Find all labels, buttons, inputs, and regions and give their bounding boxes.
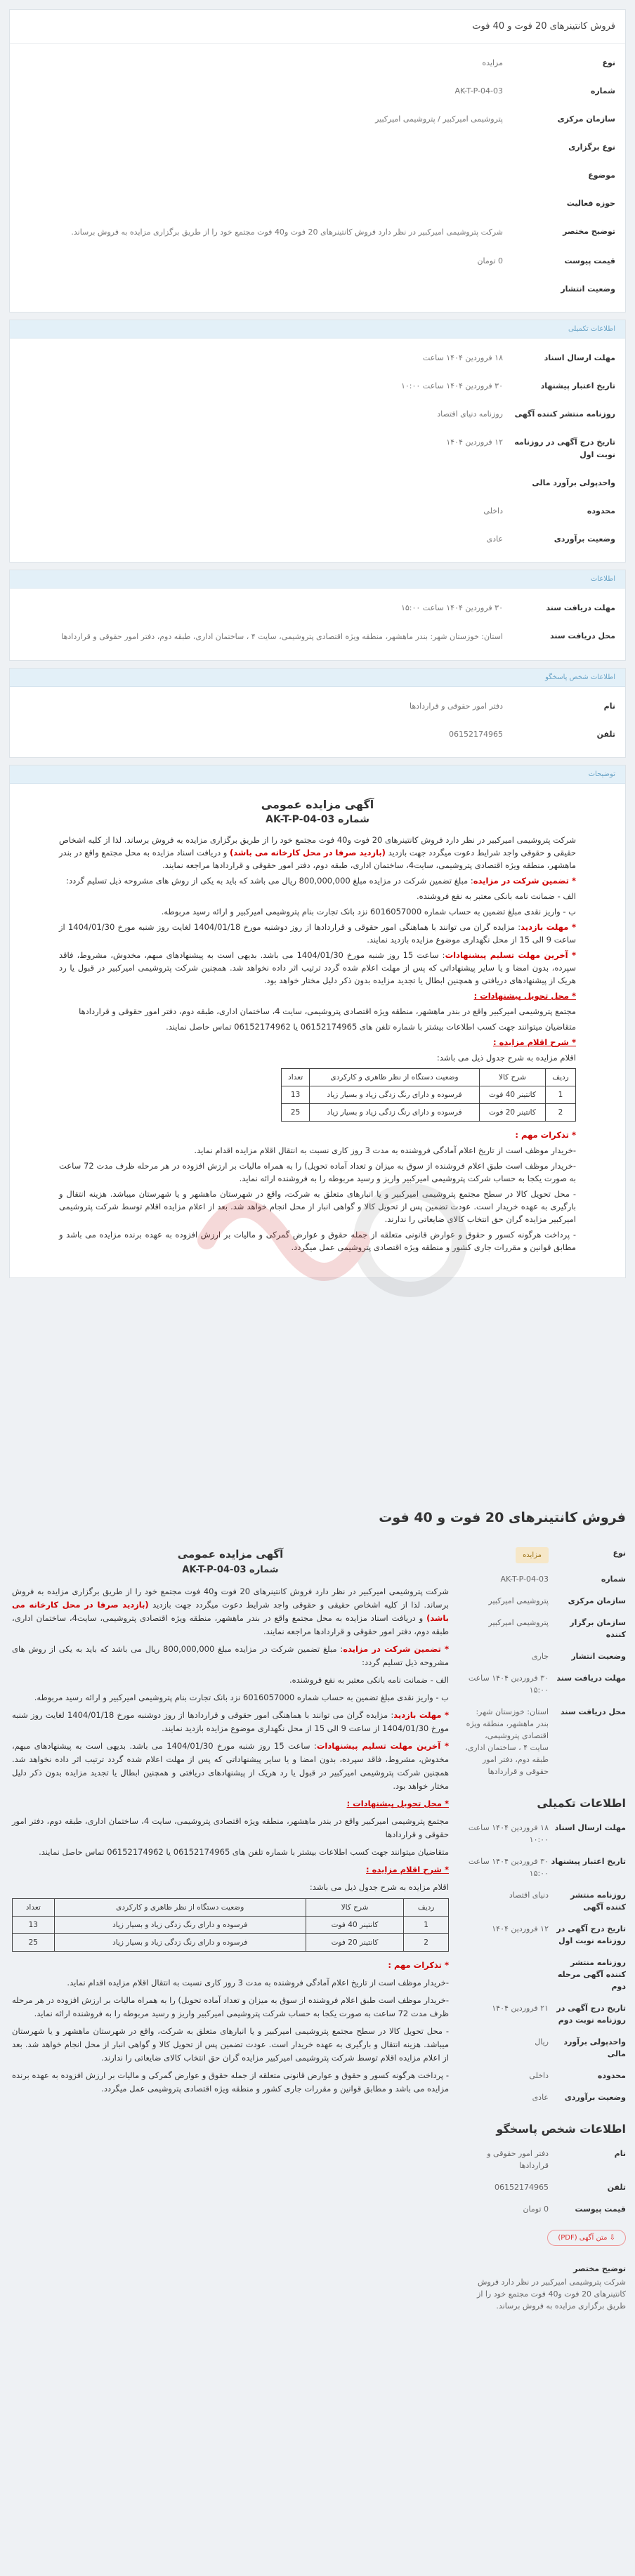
lower-receive-value: ۳۰ فروردین ۱۴۰۴ ساعت ۱۵:۰۰ <box>468 1674 549 1695</box>
lower-price-label: قیمت پیوست <box>575 2204 626 2214</box>
col-desc: شرح کالا <box>479 1069 545 1086</box>
lower-unit-value: ریال <box>535 2037 549 2046</box>
description-card <box>9 765 626 1278</box>
lower-state-label: وضعیت انتشار <box>571 1652 626 1661</box>
type-label: نوع <box>602 58 615 67</box>
lower-note-4: - پرداخت هرگونه کسور و حقوق و عوارض قانونی متعلقه از جمله حقوق و عوارض گمرکی و مالیات بر ارزش افزوده به عهده برنده مزایده می باشد و مطابق قوانین و مقررات جاری کشور و منطقه ویژه اقتصادی پتروشیمی عمل میگردد. <box>12 2070 449 2094</box>
lower-paper2-label: روزنامه منتشر کننده آگهی مرحله دوم <box>557 1958 626 1991</box>
table-row: 2 کانتینر 20 فوت فرسوده و دارای رنگ زدگی زیاد و بسیار زیاد 25 <box>13 1934 449 1952</box>
announcement-title: آگهی مزایده عمومی <box>261 798 374 811</box>
lower-main <box>9 1542 452 2312</box>
lower-title: فروش کانتینرهای 20 فوت و 40 فوت <box>379 1510 626 1525</box>
receive-header: اطلاعات <box>10 570 625 589</box>
lower-fin-value: عادی <box>532 2093 549 2102</box>
location-label: محل دریافت سند <box>550 631 615 640</box>
price-value: 0 تومان <box>477 256 503 265</box>
contact-phone-value: 06152174965 <box>449 730 503 739</box>
holding-type-value <box>20 141 503 154</box>
activity-value <box>20 197 503 210</box>
lower-brief-value: شرکت پتروشیمی امیرکبیر در نظر دارد فروش کانتینرهای 20 فوت و40 فوت مجتمع خود را از طریق برگزاری مزایده به فروش برساند. <box>477 2278 626 2311</box>
lower-place-label: * محل تحویل پیشنهادات : <box>346 1799 449 1808</box>
note-4: - پرداخت هرگونه کسور و حقوق و عوارض قانونی متعلقه از جمله حقوق و عوارض گمرکی و مالیات بر ارزش افزوده به عهده برنده مزایده می باشد و مطابق قوانین و مقررات جاری کشور و منطقه ویژه اقتصادی پتروشیمی عمل میگردد. <box>59 1230 576 1252</box>
lower-announcement-number: شماره AK-T-P-04-03 <box>182 1565 279 1575</box>
number-value: AK-T-P-04-03 <box>454 86 503 96</box>
page-title: فروش کانتینرهای 20 فوت و 40 فوت <box>10 10 625 44</box>
place-contact: متقاضیان میتوانند جهت کسب اطلاعات بیشتر با شماره تلفن های 06152174965 یا 06152174962 تماس حاصل نمایند. <box>166 1022 576 1032</box>
table-row: 2 کانتینر 20 فوت فرسوده و دارای رنگ زدگی زیاد و بسیار زیاد 25 <box>282 1104 576 1122</box>
notes-label: * تذکرات مهم : <box>515 1130 576 1140</box>
unit-value <box>20 477 503 489</box>
timing-card <box>9 320 626 563</box>
items-table <box>281 1068 576 1122</box>
main-info-card <box>9 9 626 313</box>
range-label: محدوده <box>587 506 615 515</box>
lower-items-intro: اقلام مزایده به شرح جدول ذیل می باشد: <box>309 1882 449 1892</box>
contact-name-label: نام <box>603 702 615 711</box>
contact-title: اطلاعات شخص پاسخگو <box>496 2122 626 2136</box>
announcement-intro: شرکت پتروشیمی امیرکبیر در نظر دارد فروش کانتینرهای 20 فوت و40 فوت مجتمع خود را از طریق برگزاری مزایده به فروش برساند. لذا از کلیه اشخاص حقیقی و حقوقی واجد شرایط دعوت میگردد جهت بازدید (بازدید صرفا در محل کارخانه می باشد) و دریافت اسناد مزایده به محل مجتمع واقع در بندر ماهشهر، منطقه ویژه اقتصادی پتروشیمی، سایت4، ساختمان اداری، طبقه دوم، دفتر امور حقوقی و قراردادها مراجعه نمایند. <box>59 835 577 870</box>
newspaper-value: روزنامه دنیای اقتصاد <box>437 409 503 419</box>
items-label: * شرح اقلام مزایده : <box>493 1037 576 1047</box>
lower-deadline: * آخرین مهلت تسلیم پیشنهادات: ساعت 15 روز شنبه مورخ 1404/01/30 می باشد. بدیهی است به پیشنهادهای مبهم، مخدوش، مشروط، فاقد سپرده، بدون امضا و یا سایر پیشنهاداتی که پس از مهلت اعلام شده گردد ترتیب اثر داده نخواهد شد. همچنین شرکت پتروشیمی امیرکبیر در قبول یا رد هریک از پیشنهادهای دریافتی و همچنین ابطال یا تجدید مزایده بدون ذکر دلیل مختار خواهد بود. <box>12 1741 450 1791</box>
visit-text: * مهلت بازدید: مزایده گران می توانند با هماهنگی امور حقوقی و قراردادها از روز دوشنبه مورخ 1404/01/18 لغایت روز شنبه مورخ 1404/01/30 از ساعت 9 الی 15 از محل نگهداری موضوع مزایده بازدید نمایند. <box>59 922 576 945</box>
send-deadline-label: مهلت ارسال اسناد <box>544 353 615 362</box>
col-cond: وضعیت دستگاه از نظر ظاهری و کارکردی <box>310 1069 480 1086</box>
lower-holder-label: سازمان برگزار کننده <box>570 1618 626 1639</box>
lower-place: مجتمع پتروشیمی امیرکبیر واقع در بندر ماهشهر، منطقه ویژه اقتصادی پتروشیمی، سایت 4، ساختمان اداری، طبقه دوم، دفتر امور حقوقی و قراردادها <box>12 1816 449 1839</box>
location-value: استان: خوزستان شهر: بندر ماهشهر، منطقه ویژه اقتصادی پتروشیمی، سایت ۴ ، ساختمان اداری، طبقه دوم، دفتر امور حقوقی و قراردادها <box>61 632 503 641</box>
description-header: توضیحات <box>10 765 625 784</box>
lower-paper-value: دنیای اقتصاد <box>509 1891 549 1900</box>
lower-loc-label: محل دریافت سند <box>561 1707 626 1716</box>
lower-number-label: شماره <box>601 1575 626 1584</box>
place-label: * محل تحویل پیشنهادات : <box>473 991 576 1001</box>
send-deadline-value: ۱۸ فروردین ۱۴۰۴ ساعت <box>422 353 503 362</box>
status-value <box>20 283 503 296</box>
subject-value <box>20 169 503 182</box>
note-1: -خریدار موظف است از تاریخ اعلام آمادگی فروشنده به مدت 3 روز کاری نسبت به انتقال اقلام مزایده اقدام نماید. <box>194 1145 576 1155</box>
contact-header: اطلاعات شخص پاسخگو <box>10 669 625 687</box>
lower-receive-label: مهلت دریافت سند <box>556 1674 626 1683</box>
lower-items-table: ردیف شرح کالا وضعیت دستگاه از نظر ظاهری و کارکردی تعداد 1 کانتینر 40 فوت فرسوده و دارای رنگ زدگی زیاد و بسیار زیاد 13 2 کانتینر 20 فوت فرسوده و دارای رنگ زدگی زیاد و بسیار زیاد 25 <box>12 1898 449 1952</box>
table-row: 1 کانتینر 40 فوت فرسوده و دارای رنگ زدگی زیاد و بسیار زیاد 13 <box>13 1917 449 1934</box>
lower-send-label: مهلت ارسال اسناد <box>554 1823 626 1832</box>
lower-holder-value: پتروشیمی امیرکبیر <box>488 1618 549 1627</box>
guarantee-text: * تضمین شرکت در مزایده: مبلغ تضمین شرکت در مزایده مبلغ 800,000,000 ریال می باشد که باید به یکی از روش های مشروحه ذیل تسلیم گردد: <box>66 876 576 886</box>
announcement-number: شماره AK-T-P-04-03 <box>266 814 369 825</box>
deadline-text: * آخرین مهلت تسلیم پیشنهادات: ساعت 15 روز شنبه مورخ 1404/01/30 می باشد. بدیهی است به پیشنهادهای مبهم، مخدوش، مشروط، فاقد سپرده، بدون امضا و یا سایر پیشنهاداتی که پس از مهلت اعلام شده گردد ترتیب اثر داده نخواهد شد. همچنین شرکت پتروشیمی امیرکبیر در قبول یا رد هریک از پیشنهادهای دریافتی و همچنین ابطال یا تجدید مزایده بدون ذکر دلیل مختار خواهد بود. <box>59 950 577 985</box>
first-pub-label: تاریخ درج آگهی در روزنامه نوبت اول <box>514 438 615 459</box>
guarantee-option-a: الف - ضمانت نامه بانکی معتبر به نفع فروشنده. <box>417 891 576 901</box>
lower-items-label: * شرح اقلام مزایده : <box>366 1865 449 1874</box>
lower-price-value: 0 تومان <box>523 2204 549 2214</box>
lower-validity-label: تاریخ اعتبار پیشنهاد <box>551 1857 626 1866</box>
receive-label: مهلت دریافت سند <box>546 603 615 612</box>
lower-announcement <box>9 1542 452 2105</box>
lower-cname-value: دفتر امور حقوقی و قراردادها <box>487 2149 549 2170</box>
type-badge: مزایده <box>516 1547 549 1563</box>
lower-guarantee-b: ب - واریز نقدی مبلغ تضمین به حساب شماره 6016057000 نزد بانک تجارت بنام پتروشیمی امیرکبیر و ارائه رسید مربوطه. <box>34 1693 449 1702</box>
lower-org-label: سازمان مرکزی <box>568 1596 626 1605</box>
newspaper-label: روزنامه منتشر کننده آگهی <box>514 409 615 419</box>
note-2: -خریدار موظف است طبق اعلام فروشنده از سوق به میزان و تعداد آماده تحویل) را به همراه مالیات بر ارزش افزوده در هر مرحله ظرف مدت 72 ساعت به صورت یکجا به حساب شرکت پتروشیمی امیرکبیر واریز و رسید مربوطه را به فروشنده ارائه نماید. <box>59 1161 576 1183</box>
lower-visit: * مهلت بازدید: مزایده گران می توانند با هماهنگی امور حقوقی و قراردادها از روز دوشنبه مورخ 1404/01/18 لغایت روز شنبه مورخ 1404/01/30 از ساعت 9 الی 15 از محل نگهداری موضوع مزایده بازدید نمایند. <box>12 1710 449 1733</box>
receive-value: ۳۰ فروردین ۱۴۰۴ ساعت ۱۵:۰۰ <box>400 603 503 612</box>
type-value: مزایده <box>482 58 503 67</box>
lower-place-contact: متقاضیان میتوانند جهت کسب اطلاعات بیشتر با شماره تلفن های 06152174965 یا 06152174962 تماس حاصل نمایند. <box>39 1847 449 1857</box>
contact-phone-label: تلفن <box>596 730 615 739</box>
contact-card <box>9 668 626 758</box>
lower-second-label: تاریخ درج آگهی در روزنامه نوبت دوم <box>556 2004 626 2025</box>
validity-value: ۳۰ فروردین ۱۴۰۴ ساعت ۱۰:۰۰ <box>400 381 503 390</box>
lower-loc-value: استان: خوزستان شهر: بندر ماهشهر، منطقه ویژه اقتصادی پتروشیمی، سایت ۴ ، ساختمان اداری، طبقه دوم، دفتر امور حقوقی و قراردادها <box>465 1707 549 1776</box>
lower-note-1: -خریدار موظف است از تاریخ اعلام آمادگی فروشنده به مدت 3 روز کاری نسبت به انتقال اقلام مزایده اقدام نماید. <box>67 1978 449 1987</box>
lower-section <box>9 1503 626 2312</box>
lower-paper-label: روزنامه منتشر کننده آگهی <box>570 1891 626 1912</box>
lower-second-value: ۲۱ فروردین ۱۴۰۴ <box>492 2004 549 2013</box>
pdf-icon: ⇩ <box>607 2234 615 2242</box>
receive-card <box>9 570 626 661</box>
pdf-download-button[interactable]: ⇩ متن آگهی (PDF) <box>547 2230 626 2246</box>
range-value: داخلی <box>483 506 503 515</box>
lower-number-value: AK-T-P-04-03 <box>500 1575 549 1584</box>
timing-header: اطلاعات تکمیلی <box>10 320 625 339</box>
lower-cname-label: نام <box>614 2149 626 2158</box>
brief-value: شرکت پتروشیمی امیرکبیر در نظر دارد فروش کانتینرهای 20 فوت و40 فوت مجتمع خود را از طریق برگزاری مزایده به فروش برساند. <box>71 228 503 237</box>
validity-label: تاریخ اعتبار پیشنهاد <box>540 381 615 390</box>
announcement <box>10 784 625 1277</box>
finance-value: عادی <box>486 534 503 544</box>
holding-type-label: نوع برگزاری <box>568 143 615 152</box>
lower-state-value: جاری <box>531 1652 549 1661</box>
lower-note-2: -خریدار موظف است طبق اعلام فروشنده از سوق به میزان و تعداد آماده تحویل) را به همراه مالیات بر ارزش افزوده در هر مرحله ظرف مدت 72 ساعت به صورت یکجا به حساب شرکت پتروشیمی امیرکبیر واریز و رسید مربوطه را به فروشنده ارائه نماید. <box>12 1995 449 2018</box>
lower-brief-label: توضیح مختصر <box>573 2264 626 2273</box>
lower-guarantee: * تضمین شرکت در مزایده: مبلغ تضمین شرکت در مزایده مبلغ 800,000,000 ریال می باشد که باید به یکی از روش های مشروحه ذیل تسلیم گردد: <box>12 1644 449 1667</box>
lower-announcement-title: آگهی مزایده عمومی <box>177 1548 284 1560</box>
unit-label: واحدپولی برآورد مالی <box>532 478 615 487</box>
org-label: سازمان مرکزی <box>557 114 615 124</box>
col-row: ردیف <box>545 1069 575 1086</box>
lower-unit-label: واحدپولی برآورد مالی <box>563 2037 626 2058</box>
lower-guarantee-a: الف - ضمانت نامه بانکی معتبر به نفع فروشنده. <box>289 1675 449 1685</box>
lower-validity-value: ۳۰ فروردین ۱۴۰۴ ساعت ۱۵:۰۰ <box>468 1857 549 1878</box>
top-panels <box>9 9 626 1285</box>
brief-label: توضیح مختصر <box>563 227 615 236</box>
lower-notes-label: * تذکرات مهم : <box>388 1960 449 1970</box>
lower-cphone-value: 06152174965 <box>495 2183 549 2192</box>
place-text: مجتمع پتروشیمی امیرکبیر واقع در بندر ماهشهر، منطقه ویژه اقتصادی پتروشیمی، سایت 4، ساختمان اداری، طبقه دوم، دفتر امور حقوقی و قراردادها <box>79 1006 576 1016</box>
lower-org-value: پتروشیمی امیرکبیر <box>488 1596 549 1605</box>
price-label: قیمت پیوست <box>564 256 615 265</box>
contact-name-value: دفتر امور حقوقی و قراردادها <box>410 702 503 711</box>
col-qty: تعداد <box>282 1069 310 1086</box>
finance-label: وضعیت برآوردی <box>554 534 615 544</box>
extra-info-title: اطلاعات تکمیلی <box>537 1796 626 1810</box>
number-label: شماره <box>590 86 615 96</box>
activity-label: حوزه فعالیت <box>566 199 615 208</box>
lower-intro: شرکت پتروشیمی امیرکبیر در نظر دارد فروش کانتینرهای 20 فوت و40 فوت مجتمع خود را از طریق برگزاری مزایده به فروش برساند. لذا از کلیه اشخاص حقیقی و حقوقی واجد شرایط دعوت میگردد جهت بازدید (بازدید صرفا در محل کارخانه می باشد) و دریافت اسناد مزایده به محل مجتمع واقع در بندر ماهشهر، منطقه ویژه اقتصادی پتروشیمی، سایت4، ساختمان اداری، طبقه دوم، دفتر امور حقوقی و قراردادها مراجعه نمایند. <box>12 1586 450 1636</box>
lower-first-label: تاریخ درج آگهی در روزنامه نوبت اول <box>556 1924 626 1945</box>
status-label: وضعیت انتشار <box>561 284 615 294</box>
lower-range-label: محدوده <box>597 2071 626 2080</box>
lower-note-3: - محل تحویل کالا در سطح مجتمع پتروشیمی امیرکبیر و یا انبارهای متعلق به شرکت، واقع در شهرستان ماهشهر و یا شهرستان میباشد. هزینه انتقال و بارگیری به عهده خریدار است. عودت تضمین پس از تحویل کالا و گواهی انبار از محل انجام خواهد شد. بعد از اعلام مزایده اقلام توسط شرکت پتروشیمی امیرکبیر مزایده گران حق انتخاب کالای ضایعاتی را ندارند. <box>12 2026 449 2063</box>
table-row: 1 کانتینر 40 فوت فرسوده و دارای رنگ زدگی زیاد و بسیار زیاد 13 <box>282 1086 576 1104</box>
lower-side <box>464 1542 626 2312</box>
note-3: - محل تحویل کالا در سطح مجتمع پتروشیمی امیرکبیر و یا انبارهای متعلق به شرکت، واقع در شهرستان ماهشهر و یا شهرستان میباشد. هزینه انتقال و بارگیری به عهده خریدار است. عودت تضمین پس از تحویل کالا و گواهی انبار از محل انجام خواهد شد. بعد از اعلام مزایده اقلام توسط شرکت پتروشیمی امیرکبیر مزایده گران حق انتخاب کالای ضایعاتی را ندارند. <box>59 1189 576 1224</box>
lower-fin-label: وضعیت برآوردی <box>564 2093 626 2102</box>
lower-send-value: ۱۸ فروردین ۱۴۰۴ ساعت ۱۰:۰۰ <box>468 1823 549 1844</box>
subject-label: موضوع <box>588 171 615 180</box>
lower-first-value: ۱۲ فروردین ۱۴۰۴ <box>492 1924 549 1933</box>
items-intro: اقلام مزایده به شرح جدول ذیل می باشد: <box>436 1053 576 1063</box>
lower-cphone-label: تلفن <box>607 2183 626 2192</box>
first-pub-value: ۱۲ فروردین ۱۴۰۴ <box>446 438 503 447</box>
org-value: پتروشیمی امیرکبیر / پتروشیمی امیرکبیر <box>375 114 503 124</box>
lower-range-value: داخلی <box>529 2071 549 2080</box>
lower-type-label: نوع <box>613 1549 626 1558</box>
guarantee-option-b: ب - واریز نقدی مبلغ تضمین به حساب شماره 6016057000 نزد بانک تجارت بنام پتروشیمی امیرکبیر و ارائه رسید مربوطه. <box>161 907 576 916</box>
